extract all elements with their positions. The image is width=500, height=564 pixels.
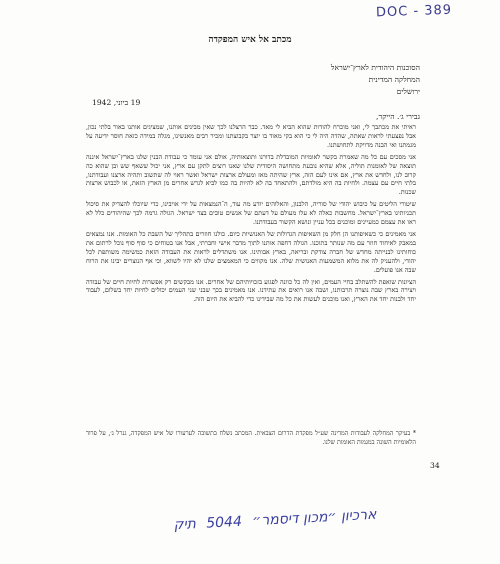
footnote: * בעיקר המחלקה לעבודות המדינה שע״ל מפקדת הדרום הצבאית. המכתב נשלח בתשובה לערעורו של איש המפקדה, גנרל ג׳, על פרוד הלאומיות השונה במגמות האומות שלנו.	[86, 430, 416, 446]
archive-stamp	[130, 504, 420, 535]
page-number: 34	[430, 461, 440, 470]
letter-date: 19 ביוני, 1942	[92, 98, 141, 107]
body-paragraph: אני מסכים עם כל מה שאמרת בקשר לאומיות המובדלת בדורנו ותוצאותיה, אולם אני עומד כי עבודת הבנין שלנו בארץ־ישראל איננה תוצאה של לאומנות תוליה, אלא שהיא נובעת מתחושה היסודית שלנו שאנו רוצים לתקן עם ארץ, אני יכול ששאף שש ובן שהוא כה קרוב לנו, ולחדש את ארץ, אם אינו לעם הזה, ארץ שהיתה מאז ומעולם ארצות ישראל ואשר ראוי לה שתשוב ותהיה ארצנו ועבודתנו, בלתי חיים עם עצמה. ולחיות בה היא מולדתם, ולהתאחד בה לא להיות בה כמו לביא לגרש אחרים מן הארץ הזאת, או לכבוש ארצות שכנות.	[86, 152, 416, 197]
archive-stamp-suffix: תיק	[173, 516, 197, 534]
body-paragraph: שיטורי הליטים על כיבוש יהודי של סוריה, הלבנון, והאלוהים יודע מה עוד, ה־הנמצאות על ידי אויבינו, כדי שיוכלו להצדיק את סיכול תכניותינו בארץ־ישראל. מחשבות כאלה לא עלו מעולם על דעתם של אנשים טובים בצד ישראל. הגולה גרמה לכך שהיהודים כלל לא ראו את עצמם כמעיינים ומוכנים בכל עניין ונושא הקשור בעבודתנו.	[86, 200, 416, 227]
salutation: גבירי ג׳. הייקר,	[376, 112, 420, 121]
recipient-line: הסוכנות היהודית לארץ־ישראל	[330, 63, 420, 72]
archive-stamp-prefix: ארכיון ״מכון דיסמר״	[251, 506, 377, 530]
recipient-line: ירושלים	[396, 87, 420, 96]
document-title: מכתב אל איש המפקדה	[208, 35, 292, 45]
body-paragraph: ראיתי את מכתבך לי, ואני מוכרח להודות שהוא הביא לי מאד. כבר הרצלנו לכך שאין מבינים אותנו, שמציגים אותנו באור בלתי נכון, אבל נפצעתי לראות שאתה, שהדה היה לי כי הוא בקי מאוד בו יוצר בקבוצתנו ומכיר רבים מאנשינו, מגלה במידה כזאת חוסר ידיעה על מגמתנו ואי הבנה מדויקת לתחושתנו.	[86, 123, 416, 149]
recipient-block	[331, 62, 420, 98]
handwritten-reference-number: DOC - 389	[375, 2, 453, 21]
archive-stamp-number: 5044	[205, 513, 243, 532]
letter-body	[86, 123, 416, 307]
recipient-line: המחלקה המדינית	[368, 75, 420, 84]
body-paragraph: אני מאמינים כי כשאיפותנו הן חלק מן השאיפות הגדולות של האנושיות כיום. כולנו חוזרים בתהליך של השבת כל האומות. אנו נמצאים במאבק לאיחוד חוזר עם מה שנותר בתוכנו. הגולה דחפה אותנו לתוך מדבר אישי וחברתי, אבל אנו בטוחים כי סוף סוף נוכל לרתום את כוחותינו לבנייתה מחדש של חברה צודקת ובריאה, בארץ אבותינו. אנו משתדלים לראות את העבודה הזאת כמשימה משותפת לכל יהודי, ולהעניק לה את מלוא המשמעות האנושית שלה. אנו מקווים כי המאמצים שלנו לא יהיו לשווא, וכי אף הנוצרים יבינו את הרוח שבה אנו פועלים.	[86, 229, 416, 274]
body-paragraph: הציונות שואפת להשתלב בחיי העמים, ואין לה כל כוונה לפגוע בזכויותיהם של אחרים. אנו מבקשים רק אפשרות לחיות חיים של עבודה ויצירה בארץ שבה נוצרה תרבותנו, ושבה אנו רואים את עתידנו. אנו מאמינים בכך שבני שני העמים יכולים לחיות יחד בשלום, לעבוד יחד ולבנות יחד את הארץ, ואנו מוכנים לעשות את כל מה שבידינו כדי להביא את היום הזה.	[86, 277, 416, 304]
